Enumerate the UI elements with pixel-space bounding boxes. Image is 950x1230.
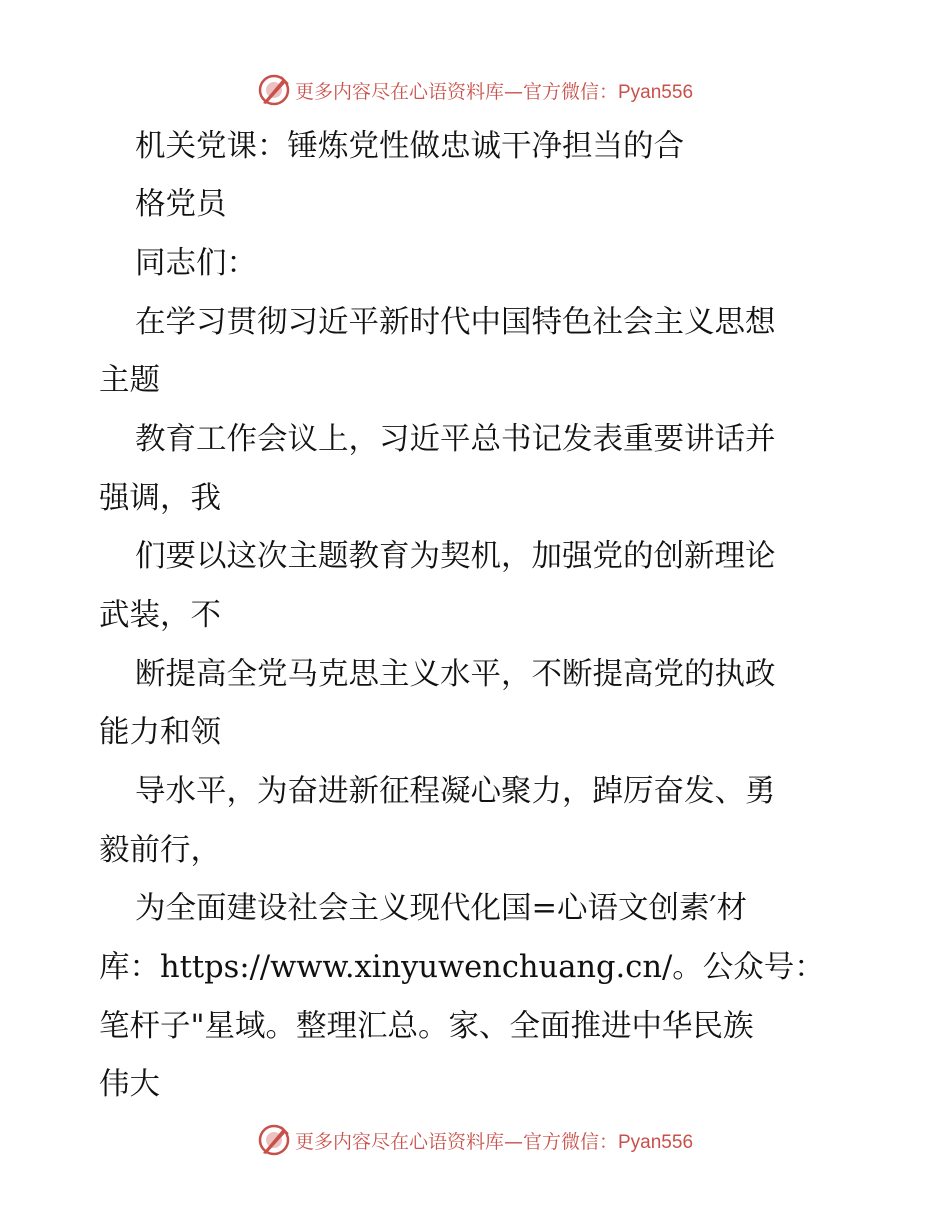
doc-salutation: 同志们： [135, 246, 257, 281]
footer-site-text [295, 1127, 693, 1154]
doc-line: 能力和领 [99, 715, 221, 750]
header-wechat-id: Pyan556 [618, 81, 694, 103]
doc-line: 毅前行， [99, 833, 221, 868]
doc-title-line-2: 格党员 [135, 187, 227, 222]
doc-line: 教育工作会议上，习近平总书记发表重要讲话并 [135, 422, 776, 457]
quill-circle-icon [257, 73, 291, 107]
doc-line: 导水平，为奋进新征程凝心聚力，踔厉奋发、勇 [135, 774, 776, 809]
footer-site-label: 更多内容尽在心语资料库—官方微信： [294, 1130, 618, 1153]
doc-line: 断提高全党马克思主义水平，不断提高党的执政 [135, 657, 776, 692]
doc-line: 强调，我 [99, 481, 221, 516]
doc-line: 武装，不 [99, 598, 221, 633]
header-site-label: 更多内容尽在心语资料库—官方微信： [294, 80, 618, 103]
footer-banner [0, 1120, 950, 1160]
doc-title-line-1: 机关党课：锤炼党性做忠诚干净担当的合 [135, 129, 684, 164]
doc-line: 主题 [99, 363, 160, 398]
header-site-text [295, 77, 693, 104]
footer-wechat-id: Pyan556 [618, 1131, 694, 1153]
doc-line: 笔杆子"星域。整理汇总。家、全面推进中华民族 [99, 1009, 754, 1044]
header-banner [0, 70, 950, 110]
doc-line: 们要以这次主题教育为契机，加强党的创新理论 [135, 539, 776, 574]
doc-line: 伟大 [99, 1067, 160, 1102]
doc-line: 在学习贯彻习近平新时代中国特色社会主义思想 [135, 305, 776, 340]
doc-line: 库：https://www.xinyuwenchuang.cn/。公众号： [99, 950, 825, 985]
doc-line: 为全面建设社会主义现代化国=心语文创素′材 [135, 891, 747, 926]
quill-circle-icon [257, 1123, 291, 1157]
